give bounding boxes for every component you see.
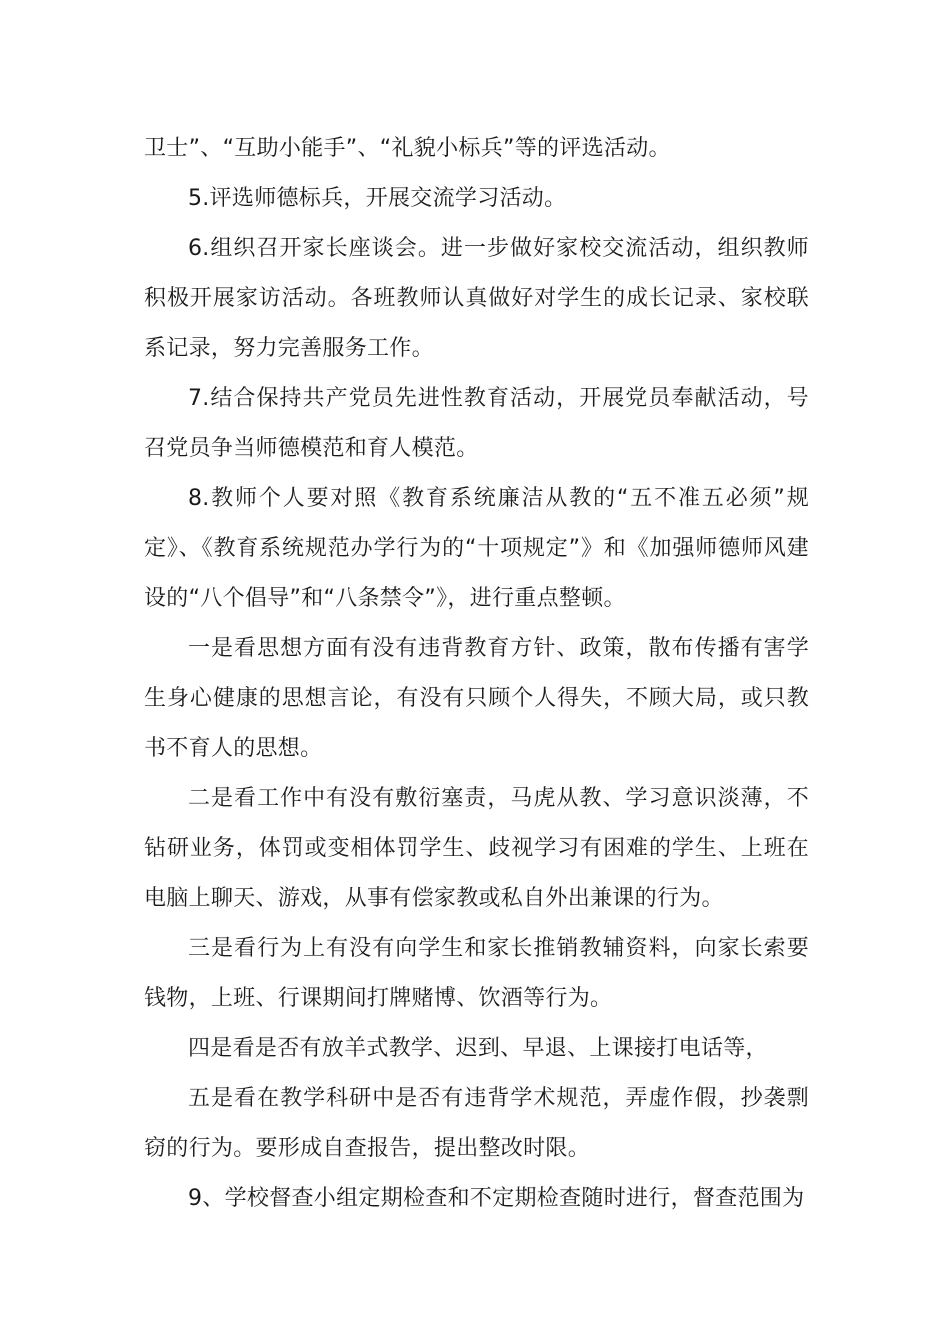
paragraph-5: 8.教师个人要对照《教育系统廉洁从教的“五不准五必须”规定》、《教育系统规范办学行为的“十项规定”》和《加强师德师风建设的“八个倡导”和“八条禁令”》，进行重点整顿。 (144, 486, 809, 611)
paragraph-7: 二是看工作中有没有敷衍塞责，马虎从教、学习意识淡薄，不钻研业务，体罚或变相体罚学生、歧视学习有困难的学生、上班在电脑上聊天、游戏，从事有偿家教或私自外出兼课的行为。 (144, 786, 809, 911)
paragraph-10: 五是看在教学科研中是否有违背学术规范，弄虚作假，抄袭剽窃的行为。要形成自查报告，提出整改时限。 (144, 1086, 809, 1161)
paragraph-3: 6.组织召开家长座谈会。进一步做好家校交流活动，组织教师积极开展家访活动。各班教师认真做好对学生的成长记录、家校联系记录，努力完善服务工作。 (144, 236, 809, 361)
paragraph-2: 5.评选师德标兵，开展交流学习活动。 (188, 186, 567, 211)
paragraph-4: 7.结合保持共产党员先进性教育活动，开展党员奉献活动，号召党员争当师德模范和育人模范。 (144, 386, 809, 461)
document-body (144, 124, 809, 1224)
paragraph-6: 一是看思想方面有没有违背教育方针、政策，散布传播有害学生身心健康的思想言论，有没有只顾个人得失，不顾大局，或只教书不育人的思想。 (144, 636, 809, 761)
paragraph-8: 三是看行为上有没有向学生和家长推销教辅资料，向家长索要钱物，上班、行课期间打牌赌博、饮酒等行为。 (144, 936, 809, 1011)
paragraph-11: 9、学校督查小组定期检查和不定期检查随时进行，督查范围为 (188, 1186, 805, 1211)
paragraph-9: 四是看是否有放羊式教学、迟到、早退、上课接打电话等， (188, 1036, 768, 1061)
paragraph-1: 卫士”、“互助小能手”、“礼貌小标兵”等的评选活动。 (144, 136, 671, 161)
